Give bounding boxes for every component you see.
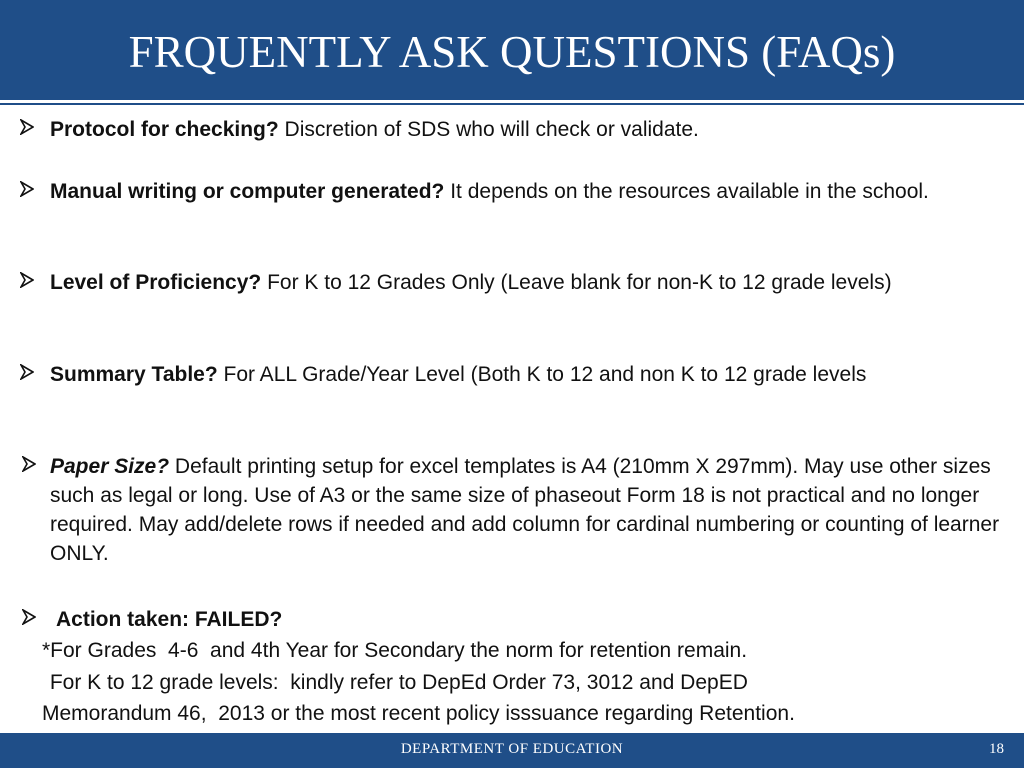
- faq-question: Protocol for checking?: [50, 118, 279, 141]
- faq-question-wrap: [56, 605, 1016, 634]
- arrowhead-bullet-icon: [20, 177, 34, 206]
- faq-answer: Discretion of SDS who will check or validate.: [278, 118, 699, 141]
- faq-answer: Default printing setup for excel templates is A4 (210mm X 297mm). May use other sizes such as legal or long. Use of A3 or the same size of phaseout Form 18 is not practical and no longer required. May add/delete rows if needed and add column for cardinal numbering or counting of learner ONLY.: [50, 455, 1000, 565]
- slide-title: FRQUENTLY ASK QUESTIONS (FAQs): [128, 27, 896, 77]
- faq-text: [50, 268, 1010, 297]
- arrowhead-bullet-icon: [20, 360, 34, 389]
- footer-organization: DEPARTMENT OF EDUCATION: [400, 741, 624, 757]
- faq-answer-line: For K to 12 grade levels: kindly refer to DepEd Order 73, 3012 and DepED: [44, 671, 748, 694]
- faq-text: [50, 177, 1010, 206]
- faq-question: Manual writing or computer generated?: [50, 180, 445, 203]
- faq-question: Action taken: FAILED?: [56, 608, 283, 631]
- faq-answer-line: Memorandum 46, 2013 or the most recent policy isssuance regarding Retention.: [42, 702, 795, 725]
- faq-answer-line: *For Grades 4-6 and 4th Year for Secondary the norm for retention remain.: [42, 639, 748, 662]
- faq-text: [50, 452, 1010, 568]
- footer-bar: [0, 733, 1024, 768]
- page-number: 18: [989, 741, 1004, 757]
- faq-answer: For ALL Grade/Year Level (Both K to 12 and non K to 12 grade levels: [217, 363, 867, 386]
- faq-question: Paper Size?: [50, 455, 170, 478]
- arrowhead-bullet-icon: [20, 268, 34, 297]
- title-divider: [0, 103, 1024, 105]
- faq-answer: For K to 12 Grades Only (Leave blank for non-K to 12 grade levels): [261, 271, 892, 294]
- arrowhead-bullet-icon: [20, 115, 34, 144]
- faq-question: Level of Proficiency?: [50, 271, 262, 294]
- arrowhead-bullet-icon: [22, 605, 36, 634]
- faq-question: Summary Table?: [50, 363, 218, 386]
- faq-text: [50, 115, 1010, 144]
- faq-text: [50, 360, 1010, 389]
- arrowhead-bullet-icon: [22, 452, 36, 481]
- faq-answer: It depends on the resources available in the school.: [444, 180, 929, 203]
- title-bar: [0, 0, 1024, 100]
